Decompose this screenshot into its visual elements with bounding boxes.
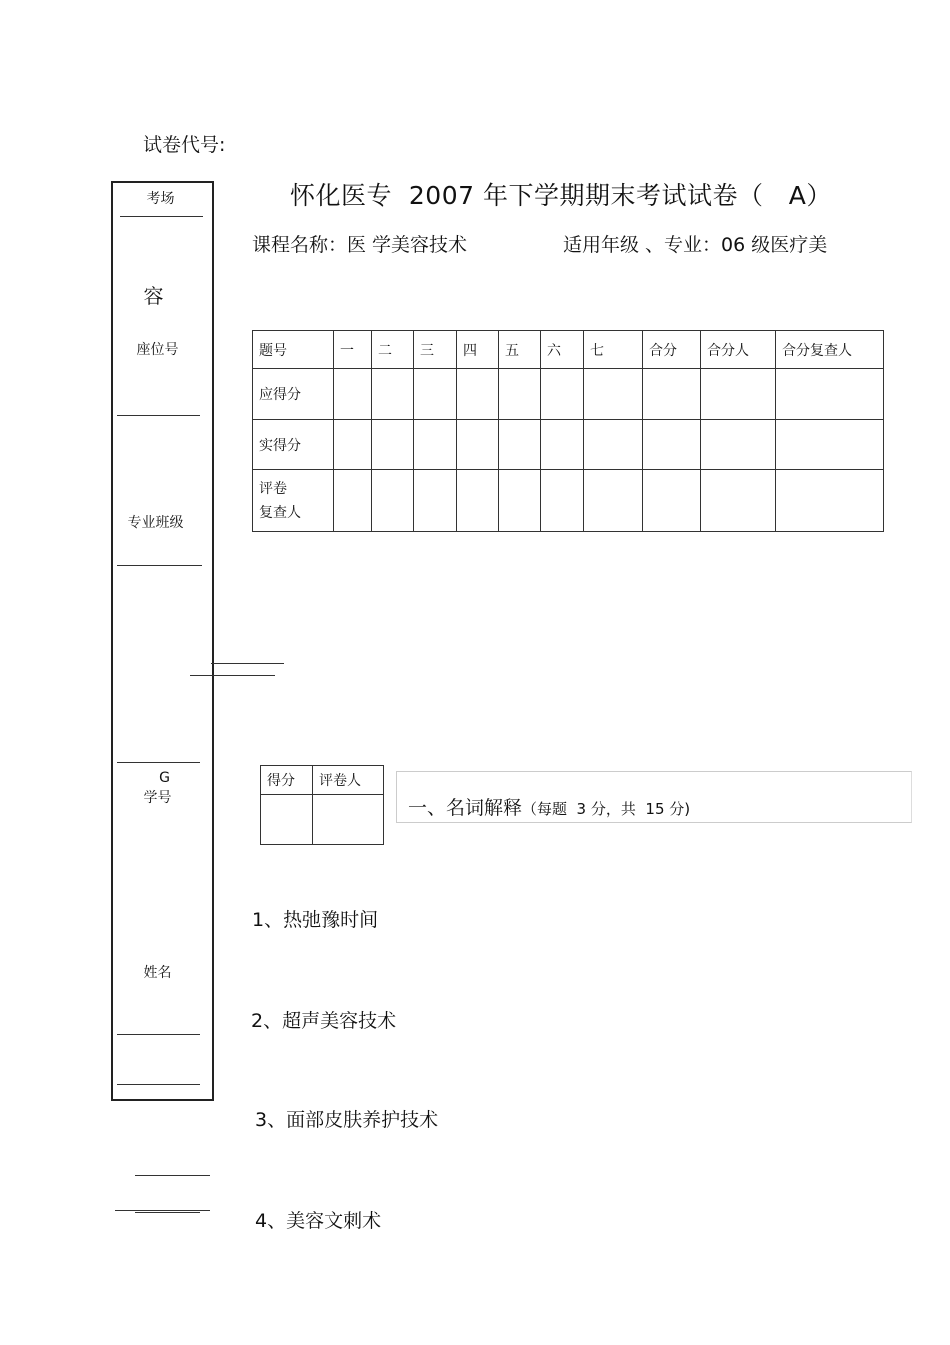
question-item: 2、超声美容技术 [251,1010,397,1032]
seat-no-label: 座位号 [136,342,179,358]
header-cell: 七 [584,331,643,369]
rong-char: 容 [143,284,164,308]
applicable-grade: 适用年级 、专业：06 级医疗美 [563,234,828,256]
header-cell: 二 [372,331,414,369]
score-cell[interactable] [334,420,372,470]
header-cell: 三 [414,331,457,369]
row-label-line2: 复查人 [259,504,301,521]
score-cell[interactable] [701,420,776,470]
score-table [252,330,884,532]
score-cell[interactable] [643,369,701,420]
mini-score-label: 得分 [261,766,313,795]
score-cell[interactable] [776,369,884,420]
class-label: 专业班级 [127,515,184,531]
fold-mark-lower [190,675,275,676]
score-cell[interactable] [643,470,701,532]
score-table-row [253,470,884,532]
header-cell: 合分复查人 [776,331,884,369]
score-cell[interactable] [499,420,541,470]
section-title-text: 一、名词解释 [408,797,523,819]
score-cell[interactable] [334,369,372,420]
mini-grader-cell[interactable] [313,795,384,845]
header-cell: 合分 [643,331,701,369]
exam-title: 怀化医专 2007 年下学期期末考试试卷（ A） [290,181,832,210]
score-cell[interactable] [541,369,584,420]
cut-line-3 [135,1212,200,1213]
question-item: 1、热弛豫时间 [252,909,379,931]
score-cell[interactable] [457,420,499,470]
score-cell[interactable] [643,420,701,470]
score-table-row [253,369,884,420]
name-line [117,1034,200,1035]
mini-grader-label: 评卷人 [313,766,384,795]
header-cell: 五 [499,331,541,369]
score-table-row [253,420,884,470]
score-cell[interactable] [414,369,457,420]
score-cell[interactable] [776,470,884,532]
score-cell[interactable] [372,369,414,420]
score-cell[interactable] [457,470,499,532]
student-no-label: 学号 [143,790,172,806]
name-label: 姓名 [143,965,172,981]
row-label-line1: 评卷 [259,480,287,497]
row-label [253,470,334,532]
row-label: 实得分 [253,420,334,470]
score-cell[interactable] [584,369,643,420]
header-cell: 六 [541,331,584,369]
score-cell[interactable] [414,420,457,470]
bottom-line [117,1084,200,1085]
cut-line-2 [115,1210,210,1211]
score-cell[interactable] [584,470,643,532]
score-cell[interactable] [372,470,414,532]
score-cell[interactable] [414,470,457,532]
score-cell[interactable] [541,420,584,470]
score-cell[interactable] [701,470,776,532]
header-cell: 题号 [253,331,334,369]
question-item: 4、美容文刺术 [255,1210,382,1232]
score-cell[interactable] [372,420,414,470]
exam-room-label: 考场 [146,191,175,207]
score-cell[interactable] [499,369,541,420]
mini-score-cell[interactable] [261,795,313,845]
score-cell[interactable] [457,369,499,420]
paper-code-label: 试卷代号: [143,134,226,156]
score-cell[interactable] [776,420,884,470]
cut-line-1 [135,1175,210,1176]
row-label: 应得分 [253,369,334,420]
g-mark: G [159,770,170,786]
seat-no-line [117,415,200,416]
class-line [117,565,202,566]
divider-line [117,762,200,763]
fold-mark-upper [211,663,284,664]
score-cell[interactable] [701,369,776,420]
course-name: 课程名称：医 学美容技术 [252,234,468,256]
section-note: （每题 3 分，共 15 分) [522,800,691,818]
header-cell: 一 [334,331,372,369]
header-cell: 四 [457,331,499,369]
section-score-table [260,765,384,845]
header-cell: 合分人 [701,331,776,369]
question-item: 3、面部皮肤养护技术 [255,1109,439,1131]
score-cell[interactable] [541,470,584,532]
score-table-header-row [253,331,884,369]
score-cell[interactable] [584,420,643,470]
section-title [408,793,690,820]
score-cell[interactable] [499,470,541,532]
exam-room-line [120,216,203,217]
score-cell[interactable] [334,470,372,532]
